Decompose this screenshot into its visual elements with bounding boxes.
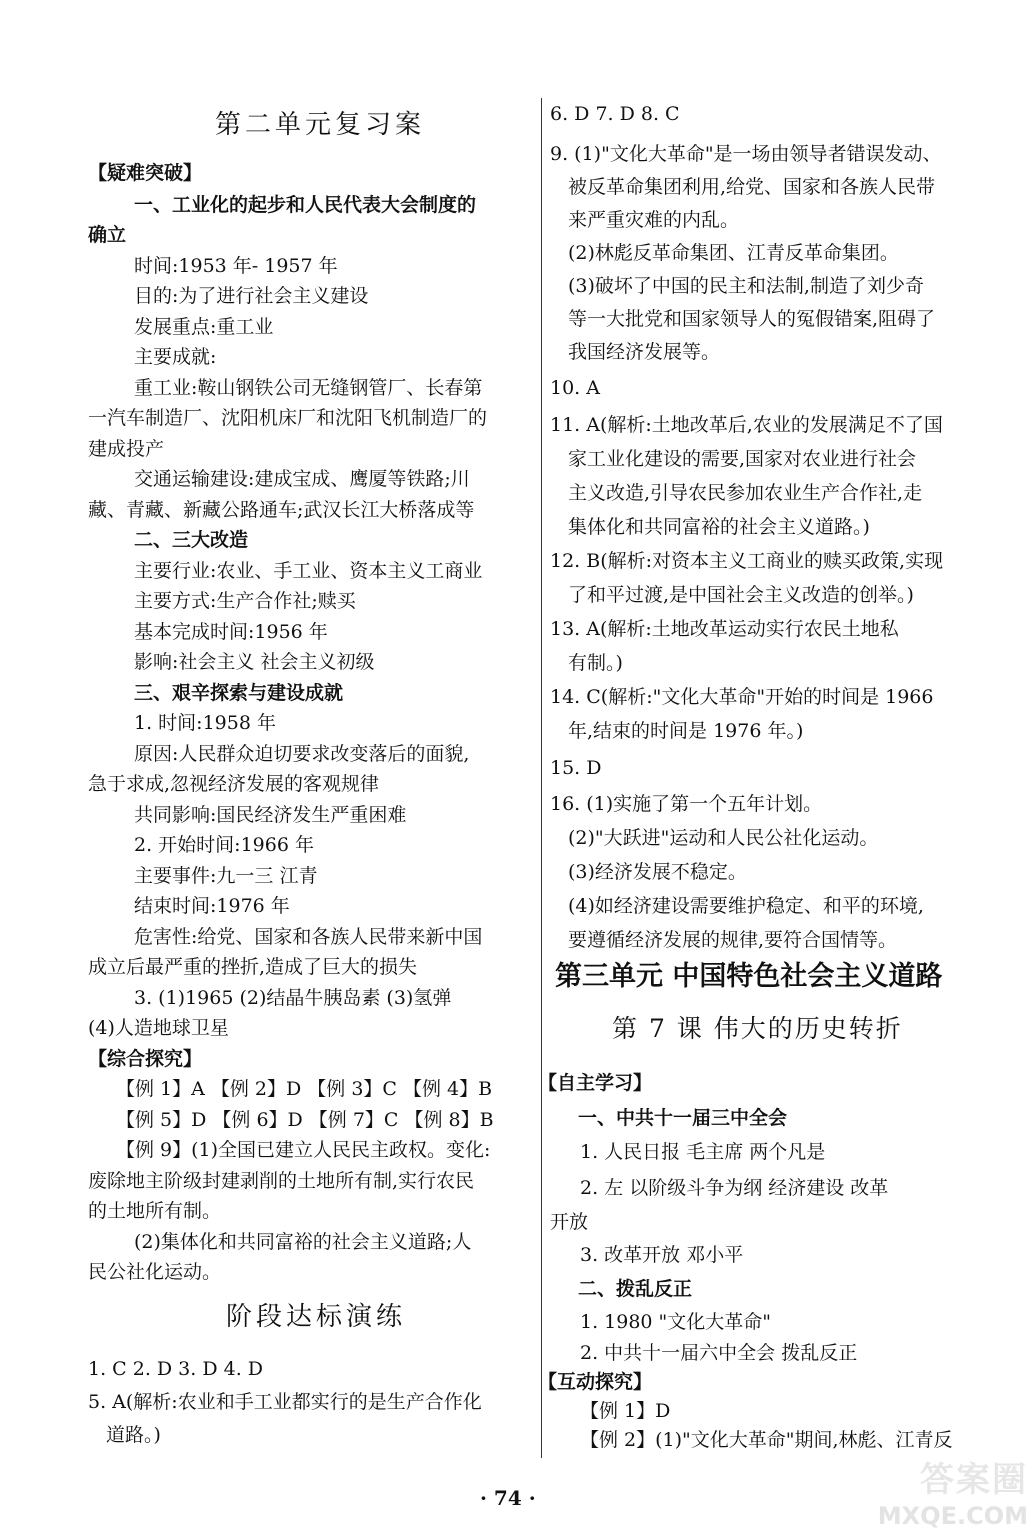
answer-5-2: 道路。) xyxy=(106,1424,161,1446)
transport-2: 藏、青藏、新藏公路通车;武汉长江大桥落成等 xyxy=(88,499,475,521)
self-section2-heading: 二、拨乱反正 xyxy=(578,1278,693,1300)
interactive-example2: 【例 2】(1)"文化大革命"期间,林彪、江青反 xyxy=(580,1429,953,1451)
harm-1: 危害性:给党、国家和各族人民带来新中国 xyxy=(134,926,483,948)
answer-11-3: 主义改造,引导农民参加农业生产合作社,走 xyxy=(568,482,923,504)
reason-2: 急于求成,忽视经济发展的客观规律 xyxy=(88,773,380,795)
end-time: 结束时间:1976 年 xyxy=(134,895,290,917)
answer-14-2: 年,结束的时间是 1976 年。) xyxy=(568,720,804,742)
self-section2-line1: 1. 1980 "文化大革命" xyxy=(580,1311,772,1333)
drill-title: 阶段达标演练 xyxy=(226,1302,407,1332)
completion-line: 基本完成时间:1956 年 xyxy=(134,621,328,643)
heavy-industry-1: 重工业:鞍山钢铁公司无缝钢管厂、长春第 xyxy=(134,377,483,399)
answer-9-6: 等一大批党和国家领导人的冤假错案,阻碍了 xyxy=(568,308,936,330)
section-comprehensive: 【综合探究】 xyxy=(88,1048,203,1070)
answer-11-4: 集体化和共同富裕的社会主义道路。) xyxy=(568,516,870,538)
lesson-title: 第 7 课 伟大的历史转折 xyxy=(612,1014,903,1043)
reason-1: 原因:人民群众迫切要求改变落后的面貌, xyxy=(134,743,470,765)
examples-row-1: 【例 1】A 【例 2】D 【例 3】C 【例 4】B xyxy=(116,1078,493,1100)
examples-row-2: 【例 5】D 【例 6】D 【例 7】C 【例 8】B xyxy=(116,1109,494,1131)
answer-9-2: 被反革命集团利用,给党、国家和各族人民带 xyxy=(568,176,936,198)
answer-12-1: 12. B(解析:对资本主义工商业的赎买政策,实现 xyxy=(550,550,944,572)
answer-16-5: 要遵循经济发展的规律,要符合国情等。 xyxy=(568,929,898,951)
interactive-example1: 【例 1】D xyxy=(580,1400,671,1422)
answers-1-4: 1. C 2. D 3. D 4. D xyxy=(88,1358,264,1380)
heavy-industry-2: 一汽车制造厂、沈阳机床厂和沈阳飞机制造厂的 xyxy=(88,407,488,429)
answer-11-2: 家工业化建设的需要,国家对农业进行社会 xyxy=(568,448,917,470)
transport-1: 交通运输建设:建成宝成、鹰厦等铁路;川 xyxy=(134,468,470,490)
watermark-logo xyxy=(877,1452,1028,1530)
answer-16-4: (4)如经济建设需要维护稳定、和平的环境, xyxy=(568,895,924,917)
example9-4: (2)集体化和共同富裕的社会主义道路;人 xyxy=(134,1231,472,1253)
common-impact: 共同影响:国民经济发生严重困难 xyxy=(134,804,407,826)
impact-line: 影响:社会主义 社会主义初级 xyxy=(134,651,375,673)
section-interactive: 【互动探究】 xyxy=(538,1371,653,1393)
self-section1-line3: 开放 xyxy=(550,1211,589,1233)
main-events: 主要事件:九一三 江青 xyxy=(134,865,318,887)
section1-heading: 一、工业化的起步和人民代表大会制度的 xyxy=(134,194,477,216)
self-section1-line2: 2. 左 以阶级斗争为纲 经济建设 改革 xyxy=(580,1177,889,1199)
answer-9-5: (3)破坏了中国的民主和法制,制造了刘少奇 xyxy=(568,275,924,297)
example9-5: 民公社化运动。 xyxy=(88,1261,222,1283)
self-section1-line4: 3. 改革开放 邓小平 xyxy=(580,1244,744,1266)
methods-line: 主要方式:生产合作社;赎买 xyxy=(134,590,356,612)
achievements-line: 主要成就: xyxy=(134,346,217,368)
example9-1: 【例 9】(1)全国已建立人民民主政权。变化: xyxy=(116,1139,491,1161)
section-self-study: 【自主学习】 xyxy=(538,1072,653,1094)
section-doubts: 【疑难突破】 xyxy=(88,162,203,184)
section2-heading: 二、三大改造 xyxy=(134,529,249,551)
answers-6-8: 6. D 7. D 8. C xyxy=(550,103,680,125)
answer-16-1: 16. (1)实施了第一个五年计划。 xyxy=(550,793,823,815)
time-line: 时间:1953 年- 1957 年 xyxy=(134,255,338,277)
column-divider xyxy=(541,98,542,1458)
answer-12-2: 了和平过渡,是中国社会主义改造的创举。) xyxy=(568,584,914,606)
section1-heading-cont: 确立 xyxy=(88,224,127,246)
achievement-list-2: (4)人造地球卫星 xyxy=(88,1017,229,1039)
answer-9-4: (2)林彪反革命集团、江青反革命集团。 xyxy=(568,242,899,264)
answer-9-3: 来严重灾难的内乱。 xyxy=(568,209,740,231)
answer-9-7: 我国经济发展等。 xyxy=(568,341,721,363)
answer-13-2: 有制。) xyxy=(568,652,623,674)
answer-11-1: 11. A(解析:土地改革后,农业的发展满足不了国 xyxy=(550,414,943,436)
answer-13-1: 13. A(解析:土地改革运动实行农民土地私 xyxy=(550,618,899,640)
focus-line: 发展重点:重工业 xyxy=(134,316,274,338)
self-section1-heading: 一、中共十一届三中全会 xyxy=(578,1107,788,1129)
page-number: · 74 · xyxy=(480,1486,536,1510)
harm-2: 成立后最严重的挫折,造成了巨大的损失 xyxy=(88,956,418,978)
start-time: 2. 开始时间:1966 年 xyxy=(134,834,314,856)
section3-heading: 三、艰辛探索与建设成就 xyxy=(134,682,344,704)
self-section2-line2: 2. 中共十一届六中全会 拨乱反正 xyxy=(580,1342,858,1364)
watermark-top-text: 答案圈 xyxy=(920,1460,1028,1500)
industries-line: 主要行业:农业、手工业、资本主义工商业 xyxy=(134,560,483,582)
unit-title: 第三单元 中国特色社会主义道路 xyxy=(555,961,943,992)
answer-15: 15. D xyxy=(550,757,602,779)
answer-10: 10. A xyxy=(550,377,600,399)
self-section1-line1: 1. 人民日报 毛主席 两个凡是 xyxy=(580,1141,826,1163)
period1-time: 1. 时间:1958 年 xyxy=(134,712,276,734)
answer-16-2: (2)"大跃进"运动和人民公社化运动。 xyxy=(568,827,879,849)
answer-16-3: (3)经济发展不稳定。 xyxy=(568,861,747,883)
heavy-industry-3: 建成投产 xyxy=(88,438,165,460)
achievement-list-1: 3. (1)1965 (2)结晶牛胰岛素 (3)氢弹 xyxy=(134,987,452,1009)
answer-9-1: 9. (1)"文化大革命"是一场由领导者错误发动、 xyxy=(550,143,942,165)
watermark-bottom-text: MXQE.COM xyxy=(877,1502,1028,1530)
example9-2: 废除地主阶级封建剥削的土地所有制,实行农民 xyxy=(88,1170,475,1192)
review-title: 第二单元复习案 xyxy=(215,110,426,140)
answer-5-1: 5. A(解析:农业和手工业都实行的是生产合作化 xyxy=(88,1391,482,1413)
purpose-line: 目的:为了进行社会主义建设 xyxy=(134,285,369,307)
answer-14-1: 14. C(解析:"文化大革命"开始的时间是 1966 xyxy=(550,686,934,708)
example9-3: 的土地所有制。 xyxy=(88,1200,222,1222)
